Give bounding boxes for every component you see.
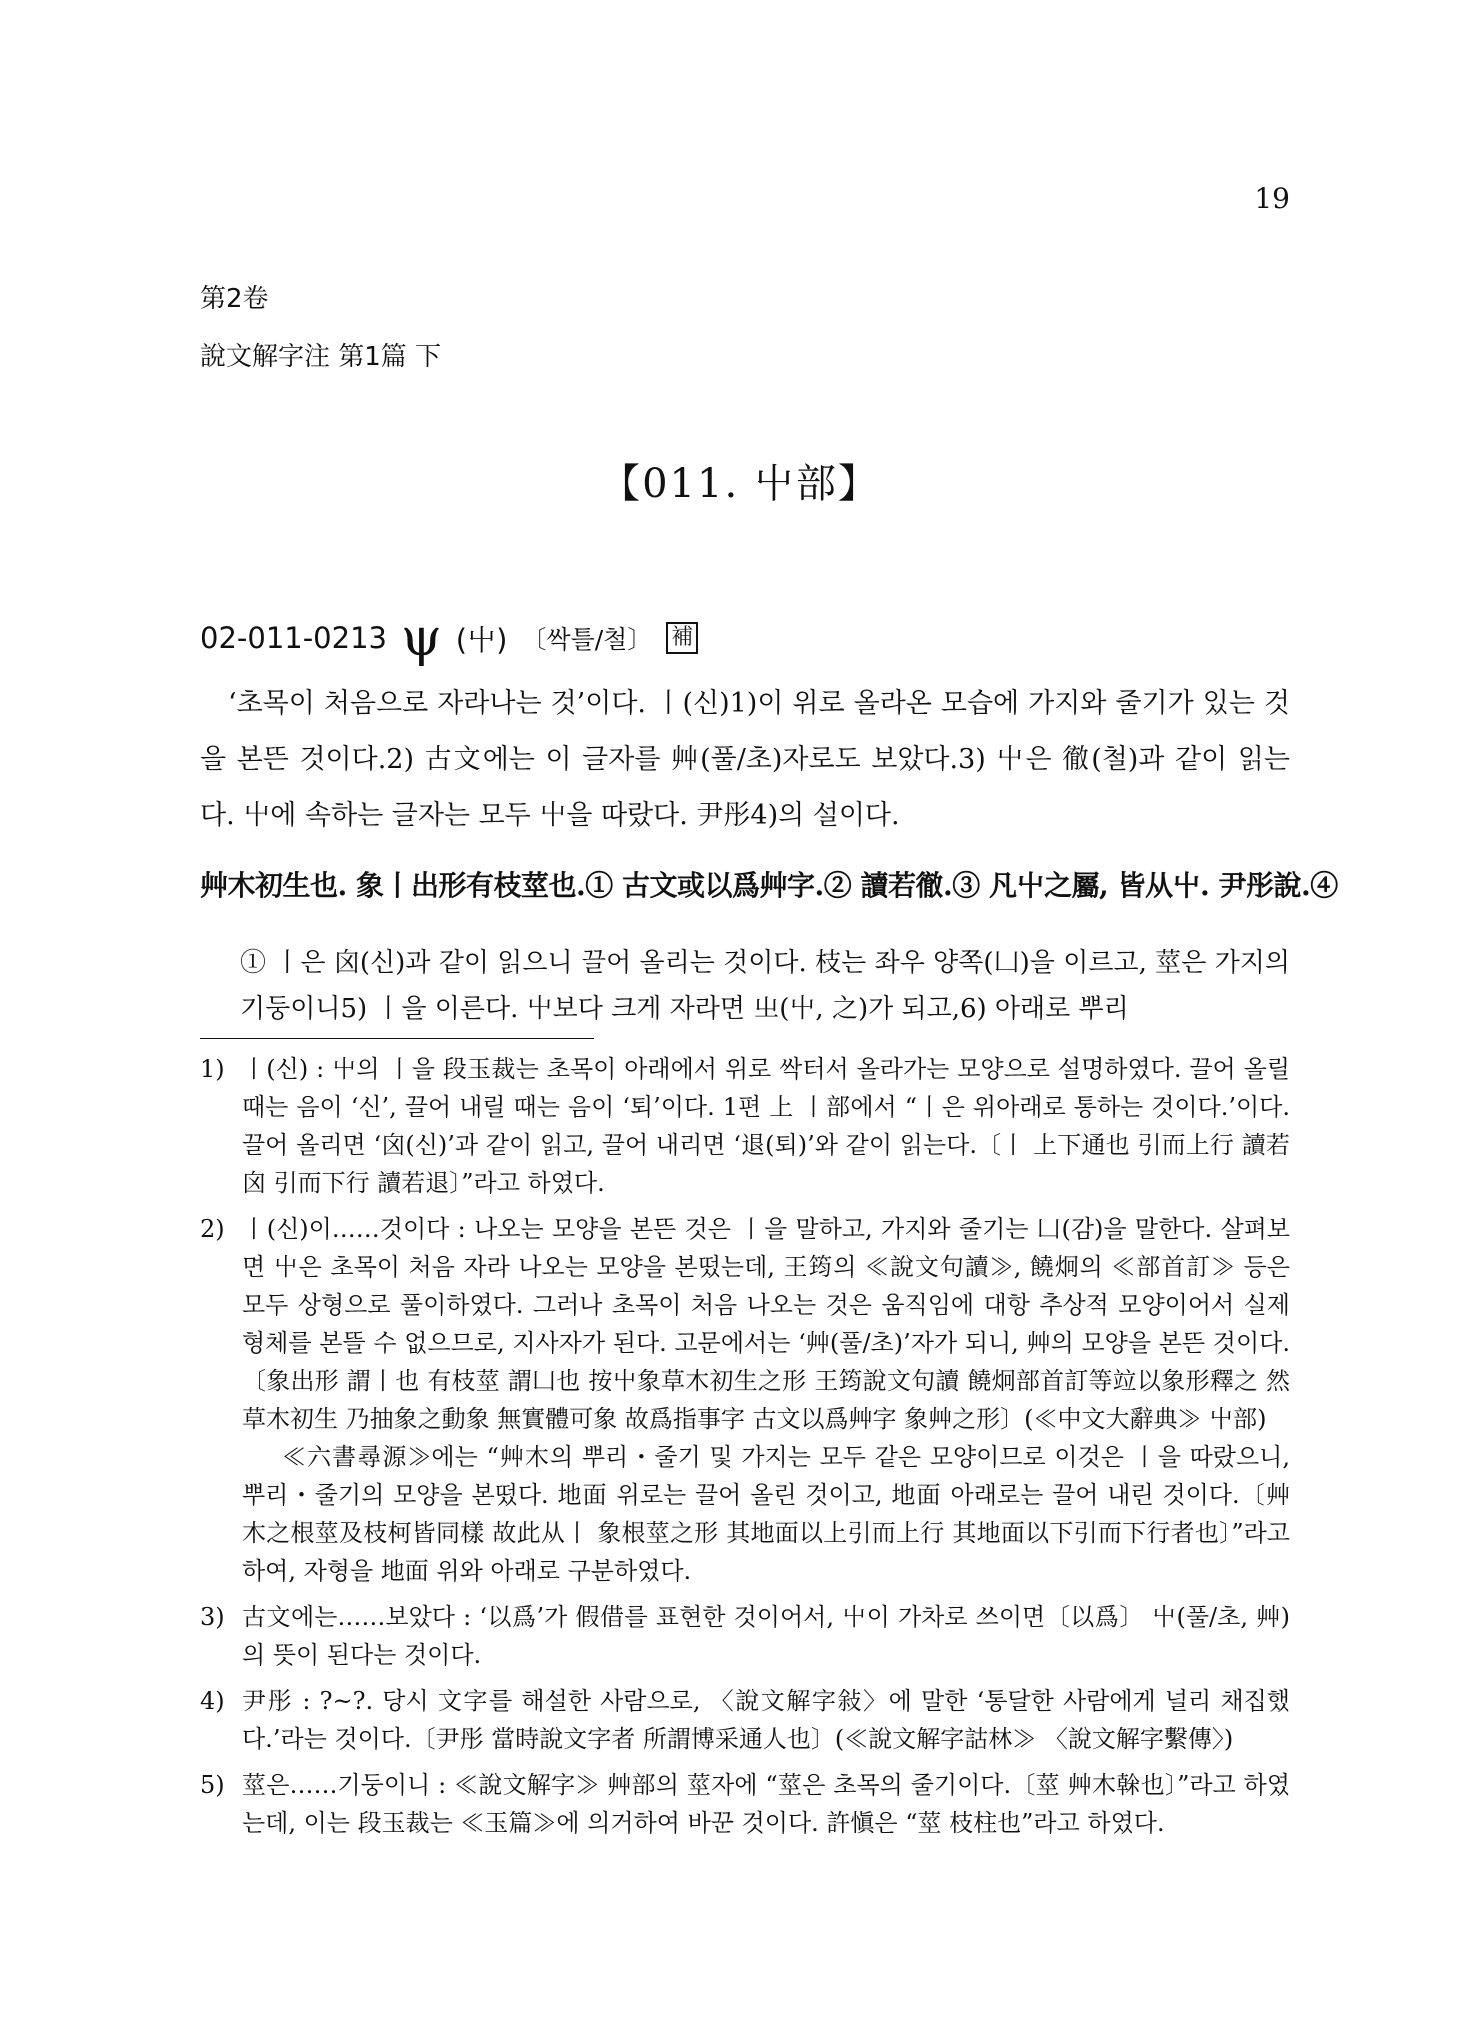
footnote-body: [242, 1210, 1290, 1590]
footnote: [200, 1598, 1290, 1674]
page-number: 19: [1254, 182, 1290, 215]
section-title: 【011. 屮部】: [600, 461, 880, 507]
footnote-text: 丨(신) : 屮의 丨을 段玉裁는 초목이 아래에서 위로 싹터서 올라가는 모양으로 설명하였다. 끌어 올릴 때는 음이 ‘신’, 끌어 내릴 때는 음이 ‘퇴’이다. 1편 上 丨部에서 “丨은 위아래로 통하는 것이다.’이다. 끌어 올리면 ‘囟(신)’과 같이 읽고, 끌어 내리면 ‘退(퇴)’와 같이 읽는다.〔丨 上下通也 引而上行 讀若囟 引而下行 讀若退〕”라고 하였다.: [242, 1055, 1290, 1197]
footnote: [200, 1050, 1290, 1202]
footnote-number: 5): [200, 1771, 225, 1799]
supplement-badge: 補: [666, 622, 698, 654]
footnote-continuation: ≪六書尋源≫에는 “艸木의 뿌리・줄기 및 가지는 모두 같은 모양이므로 이것은 丨을 따랐으니, 뿌리・줄기의 모양을 본떴다. 地面 위로는 끌어 올린 것이고, 地面 아래로는 끌어 내린 것이다.〔艸木之根莖及枝柯皆同樣 故此从丨 象根莖之形 其地面以上引而上行 其地面以下引而下行者也〕”라고 하여, 자형을 地面 위와 아래로 구분하였다.: [242, 1443, 1290, 1585]
volume-heading: 第2卷: [200, 284, 269, 314]
footnote: [200, 1210, 1290, 1590]
classical-text: 艸木初生也. 象丨出形有枝莖也.① 古文或以爲艸字.② 讀若徹.③ 凡屮之屬, 皆从屮. 尹彤說.④: [200, 869, 1338, 902]
entry-heading: [200, 608, 698, 668]
subtitle-heading: 說文解字注 第1篇 下: [200, 342, 442, 372]
entry-id: 02-011-0213: [200, 621, 387, 655]
annotation-1: ① 丨은 囟(신)과 같이 읽으니 끌어 올리는 것이다. 枝는 좌우 양쪽(凵)을 이르고, 莖은 가지의 기둥이니5) 丨을 이른다. 屮보다 크게 자라면 㞢(屮, 之)가 되고,6) 아래로 뿌리: [240, 948, 1290, 1024]
footnote-number: 1): [200, 1055, 225, 1083]
footnote: [200, 1766, 1290, 1842]
footnote-text: 莖은……기둥이니 : ≪說文解字≫ 艸部의 莖자에 “莖은 초목의 줄기이다.〔莖 艸木榦也〕”라고 하였는데, 이는 段玉裁는 ≪玉篇≫에 의거하여 바꾼 것이다. 許愼은 “莖 枝柱也”라고 하였다.: [242, 1771, 1290, 1837]
footnote: [200, 1682, 1290, 1758]
footnote-number: 3): [200, 1603, 225, 1631]
footnote-text: 古文에는……보았다 : ‘以爲’가 假借를 표현한 것이어서, 屮이 가차로 쓰이면〔以爲〕 屮(풀/초, 艸)의 뜻이 된다는 것이다.: [242, 1603, 1290, 1669]
seal-glyph: ψ: [401, 608, 442, 668]
footnote-number: 2): [200, 1215, 225, 1243]
footnote-number: 4): [200, 1687, 225, 1715]
translation-paragraph: ‘초목이 처음으로 자라나는 것’이다. 丨(신)1)이 위로 올라온 모습에 가지와 줄기가 있는 것을 본뜬 것이다.2) 古文에는 이 글자를 艸(풀/초)자로도 보았다.3) 屮은 徹(철)과 같이 읽는다. 屮에 속하는 글자는 모두 屮을 따랐다. 尹彤4)의 설이다.: [200, 688, 1290, 831]
footnote-text: 丨(신)이……것이다 : 나오는 모양을 본뜬 것은 丨을 말하고, 가지와 줄기는 凵(감)을 말한다. 살펴보면 屮은 초목이 처음 자라 나오는 모양을 본떴는데, 王筠의 ≪說文句讀≫, 饒炯의 ≪部首訂≫ 등은 모두 상형으로 풀이하였다. 그러나 초목이 처음 나오는 것은 움직임에 대항 추상적 모양이어서 실제 형체를 본뜰 수 없으므로, 지사자가 된다. 고문에서는 ‘艸(풀/초)’자가 되니, 艸의 모양을 본뜬 것이다.〔象出形 謂丨也 有枝莖 謂凵也 按屮象草木初生之形 王筠說文句讀 饒炯部首訂等竝以象形釋之 然草木初生 乃抽象之動象 無實體可象 故爲指事字 古文以爲艸字 象艸之形〕(≪中文大辭典≫ 屮部): [242, 1215, 1290, 1433]
footnote-divider: [200, 1038, 594, 1039]
entry-reading: 〔싹틀/철〕: [521, 625, 653, 654]
footnote-text: 尹彤 : ?~?. 당시 文字를 해설한 사람으로, 〈說文解字敍〉에 말한 ‘통달한 사람에게 널리 채집했다.’라는 것이다.〔尹彤 當時說文字者 所謂博采通人也〕(≪說文解字詁林≫ 〈說文解字繫傳〉): [242, 1687, 1290, 1753]
footnote-list: [200, 1050, 1290, 1850]
entry-char: (屮): [455, 622, 508, 657]
